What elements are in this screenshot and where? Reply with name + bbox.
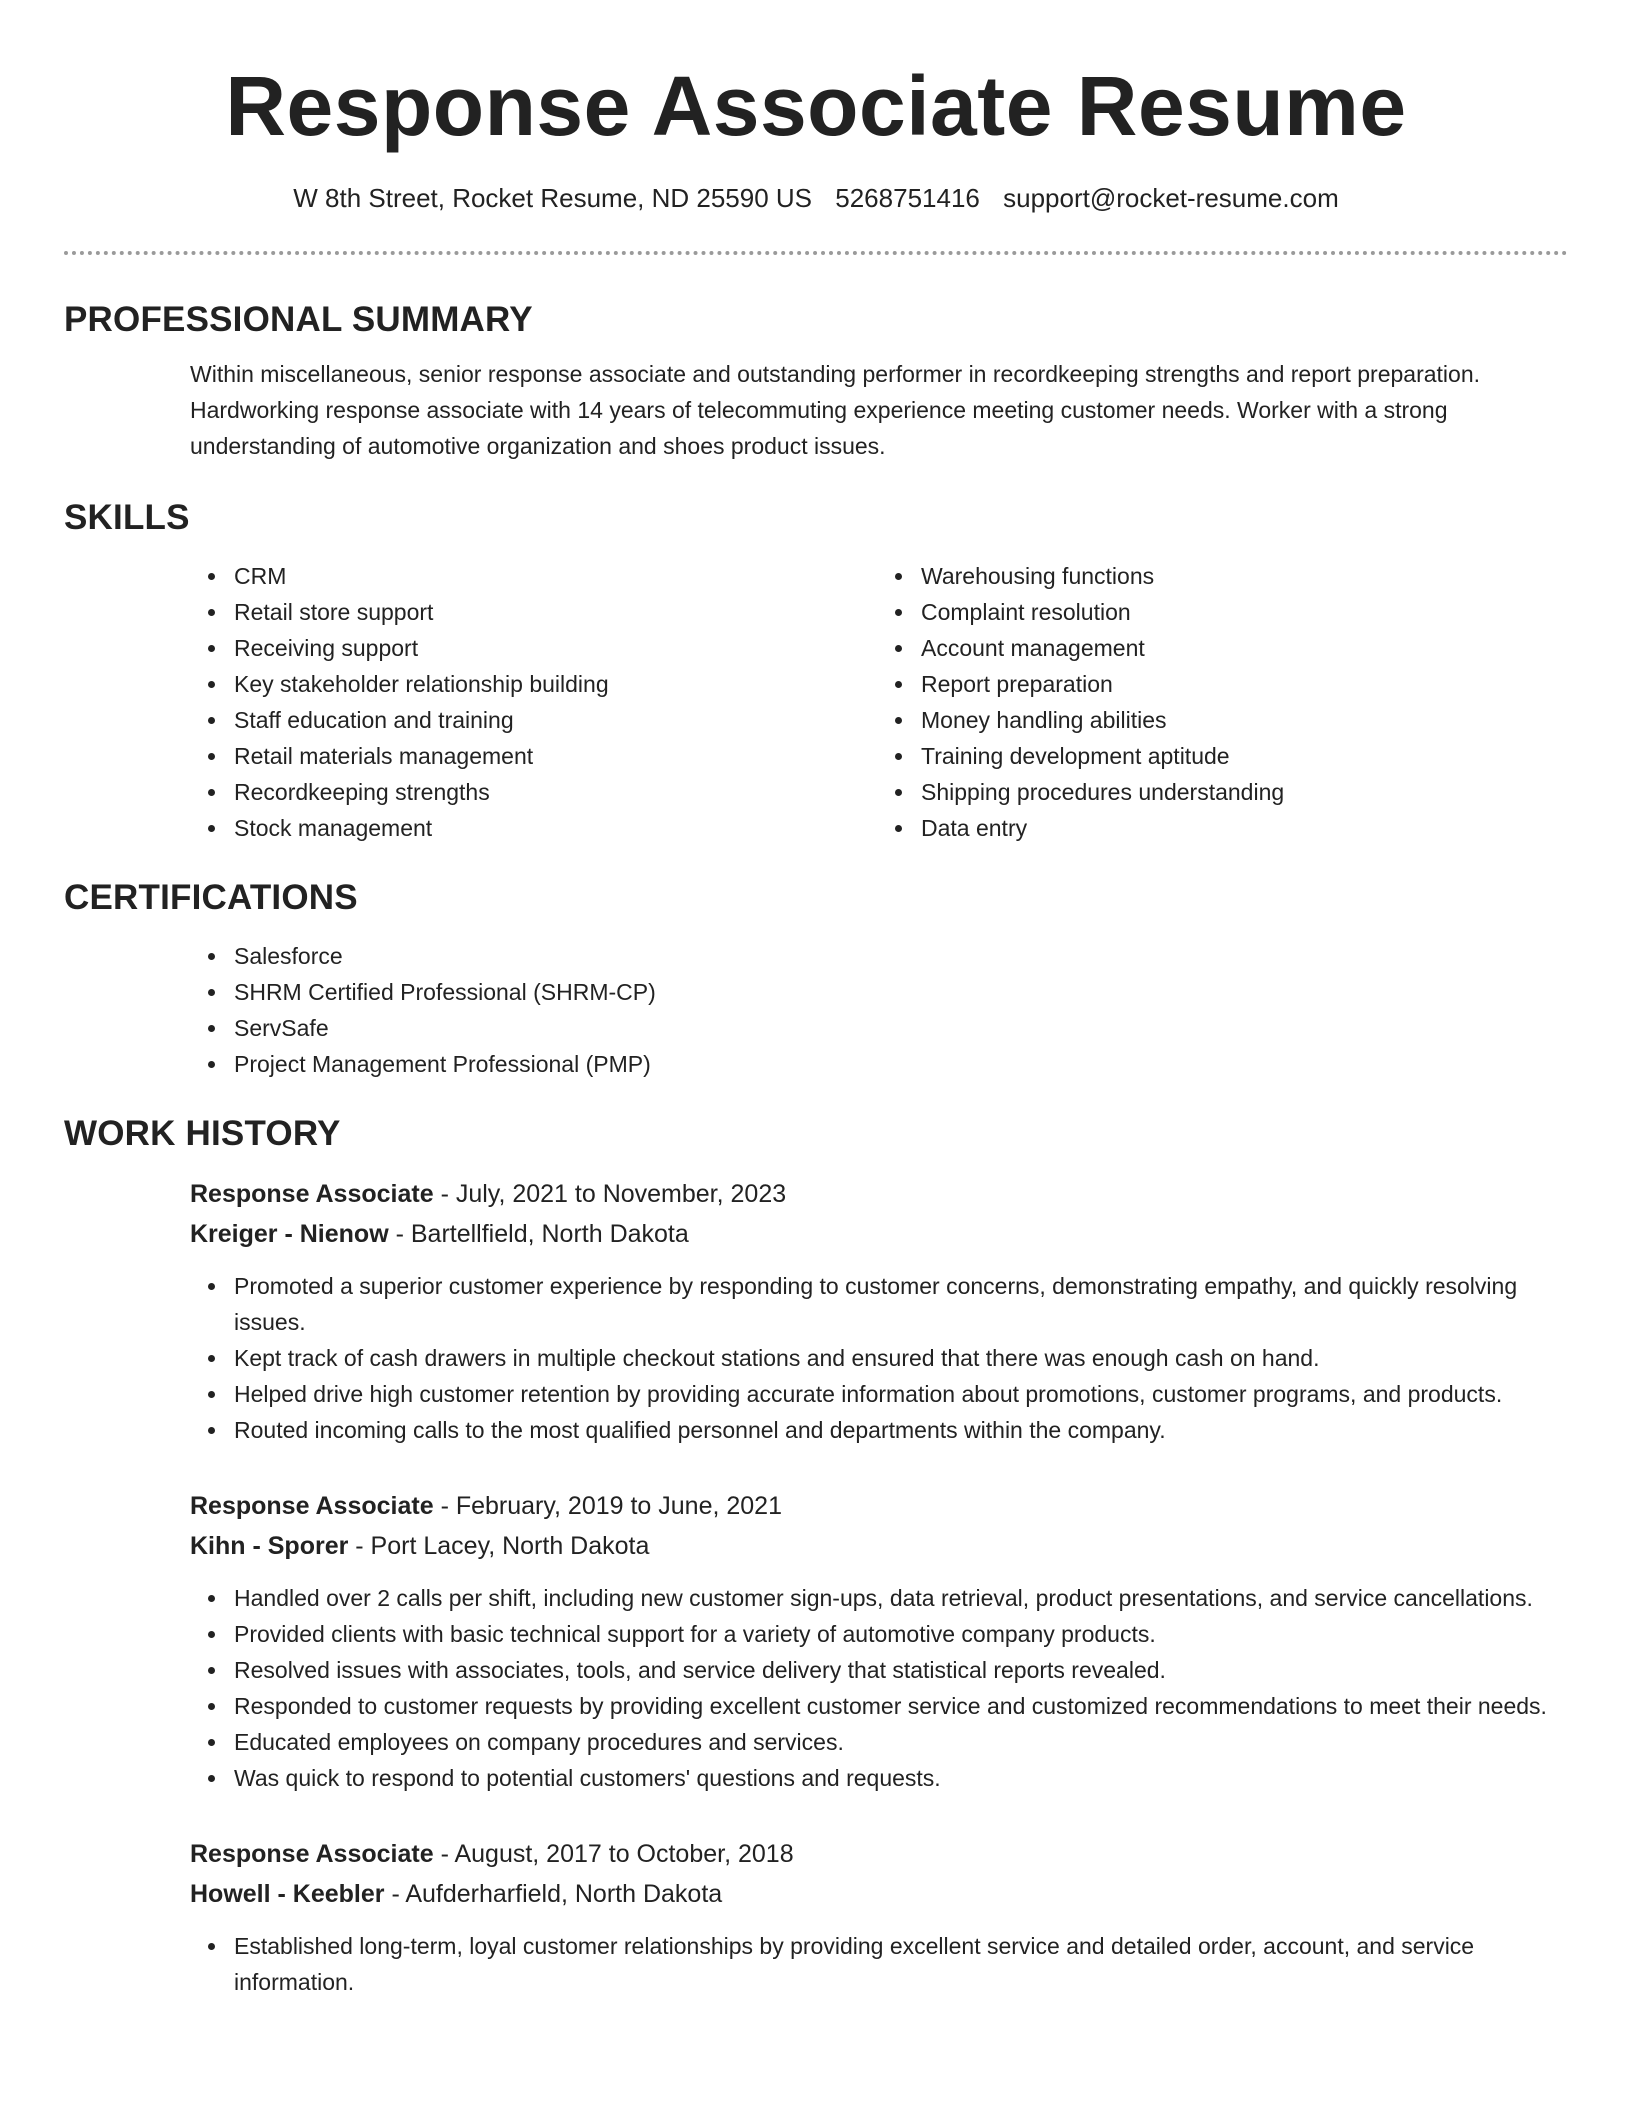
job-bullets: [190, 1268, 1564, 1448]
skills-list-right: [877, 558, 1564, 846]
header-divider: [64, 251, 1568, 255]
section-title-work-history: WORK HISTORY: [64, 1114, 341, 1153]
job-bullet: Educated employees on company procedures and services.: [234, 1724, 1564, 1760]
skill-item: CRM: [234, 558, 877, 594]
job-company: Kihn - Sporer: [190, 1532, 349, 1560]
summary-section: [190, 356, 1564, 464]
job-entry: [190, 1174, 1564, 1448]
job-bullet: Established long-term, loyal customer relationships by providing excellent service and detailed order, account, and service information.: [234, 1928, 1564, 2000]
job-dates: - February, 2019 to June, 2021: [433, 1492, 782, 1520]
job-role: Response Associate: [190, 1492, 434, 1520]
skill-item: Complaint resolution: [921, 594, 1564, 630]
job-role: Response Associate: [190, 1840, 434, 1868]
job-role: Response Associate: [190, 1180, 434, 1208]
certifications-section: [190, 938, 1564, 1082]
skill-item: Stock management: [234, 810, 877, 846]
resume-title: Response Associate Resume: [225, 59, 1407, 153]
section-title-certifications: CERTIFICATIONS: [64, 878, 358, 917]
contact-phone: 5268751416: [835, 183, 980, 213]
job-bullet: Handled over 2 calls per shift, including new customer sign-ups, data retrieval, product presentations, and service cancellations.: [234, 1580, 1564, 1616]
skill-item: Receiving support: [234, 630, 877, 666]
job-location: - Bartellfield, North Dakota: [388, 1220, 689, 1248]
skill-item: Account management: [921, 630, 1564, 666]
job-entry: [190, 1486, 1564, 1796]
job-dates: - August, 2017 to October, 2018: [433, 1840, 794, 1868]
skill-item: Warehousing functions: [921, 558, 1564, 594]
job-company-line: [190, 1526, 1564, 1566]
job-bullet: Resolved issues with associates, tools, and service delivery that statistical reports revealed.: [234, 1652, 1564, 1688]
certification-item: Salesforce: [234, 938, 1564, 974]
job-bullet: Routed incoming calls to the most qualified personnel and departments within the company.: [234, 1412, 1564, 1448]
job-location: - Aufderharfield, North Dakota: [384, 1880, 723, 1908]
job-bullet: Responded to customer requests by providing excellent customer service and customized recommendations to meet their needs.: [234, 1688, 1564, 1724]
contact-email: support@rocket-resume.com: [1003, 183, 1339, 213]
job-bullet: Helped drive high customer retention by providing accurate information about promotions, customer programs, and products.: [234, 1376, 1564, 1412]
section-title-summary: PROFESSIONAL SUMMARY: [64, 300, 533, 339]
job-bullets: [190, 1580, 1564, 1796]
job-bullet: Promoted a superior customer experience by responding to customer concerns, demonstrating empathy, and quickly resolving issues.: [234, 1268, 1564, 1340]
certification-item: SHRM Certified Professional (SHRM-CP): [234, 974, 1564, 1010]
job-company: Kreiger - Nienow: [190, 1220, 389, 1248]
contact-line: [0, 180, 1632, 216]
job-title-line: [190, 1834, 1564, 1874]
section-title-skills: SKILLS: [64, 498, 190, 537]
skills-columns: [190, 558, 1564, 846]
certification-item: ServSafe: [234, 1010, 1564, 1046]
skill-item: Key stakeholder relationship building: [234, 666, 877, 702]
skill-item: Data entry: [921, 810, 1564, 846]
summary-text: Within miscellaneous, senior response associate and outstanding performer in recordkeeping strengths and report preparation. Hardworking response associate with 14 years of telecommuting experience meeting customer needs. Worker with a strong understanding of automotive organization and shoes product issues.: [190, 361, 1480, 459]
job-location: - Port Lacey, North Dakota: [348, 1532, 650, 1560]
job-bullets: [190, 1928, 1564, 2000]
contact-address: W 8th Street, Rocket Resume, ND 25590 US: [293, 183, 813, 213]
job-company: Howell - Keebler: [190, 1880, 385, 1908]
certification-item: Project Management Professional (PMP): [234, 1046, 1564, 1082]
skill-item: Money handling abilities: [921, 702, 1564, 738]
skill-item: Report preparation: [921, 666, 1564, 702]
skill-item: Training development aptitude: [921, 738, 1564, 774]
job-title-line: [190, 1486, 1564, 1526]
job-company-line: [190, 1874, 1564, 1914]
job-bullet: Was quick to respond to potential customers' questions and requests.: [234, 1760, 1564, 1796]
work-history-section: [190, 1174, 1564, 2000]
job-bullet: Kept track of cash drawers in multiple checkout stations and ensured that there was enough cash on hand.: [234, 1340, 1564, 1376]
skill-item: Shipping procedures understanding: [921, 774, 1564, 810]
job-title-line: [190, 1174, 1564, 1214]
certifications-list: [190, 938, 1564, 1082]
skill-item: Recordkeeping strengths: [234, 774, 877, 810]
skill-item: Retail materials management: [234, 738, 877, 774]
job-bullet: Provided clients with basic technical support for a variety of automotive company products.: [234, 1616, 1564, 1652]
skills-list-left: [190, 558, 877, 846]
job-dates: - July, 2021 to November, 2023: [433, 1180, 787, 1208]
skill-item: Staff education and training: [234, 702, 877, 738]
job-company-line: [190, 1214, 1564, 1254]
resume-content: [64, 290, 1568, 2038]
skills-section: [190, 558, 1564, 846]
skill-item: Retail store support: [234, 594, 877, 630]
job-entry: [190, 1834, 1564, 2000]
